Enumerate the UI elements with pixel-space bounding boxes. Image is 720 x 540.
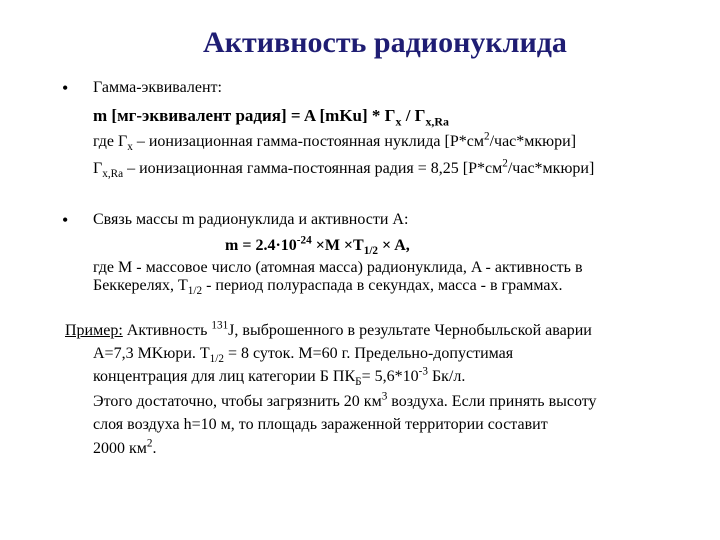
- mass-activity-explanation-2: Беккерелях, $T_{1/2}$ - период полураспада в секундах, масса - в граммах.: [93, 277, 563, 298]
- gamma-equivalent-heading: Гамма-эквивалент:: [93, 79, 222, 96]
- mass-activity-explanation-1: где M - массовое число (атомная масса) радионуклида, A - активность в: [93, 259, 583, 276]
- gamma-equivalent-formula: m [мг-эквивалент радия] = A $[mKu] * Г_x / Г_{x,Ra}$: [93, 106, 449, 129]
- example-line-4: Этого достаточно, чтобы загрязнить 20 $км^3$ воздуха. Если принять высоту: [93, 390, 597, 410]
- definition-gamma-radium: $Г_{x,Ra}$ – ионизационная гамма-постоянная радия = 8,25 $[Р*см^2/час*мкюри]$: [93, 157, 595, 181]
- mass-activity-heading: Связь массы m радионуклида и активности A:: [93, 211, 409, 228]
- slide-title: Активность радионуклида: [203, 26, 567, 59]
- mass-activity-formula: $m = 2.4\cdot 10^{-24} \times M \times T_{1/2} \times A$,: [225, 234, 410, 258]
- definition-gamma-nuclide: где $Г_x$ – ионизационная гамма-постоянная нуклида $[Р*см^2/час*мкюри]$: [93, 130, 577, 154]
- example-line-1: Пример: Активность $^{131}$J, выброшенного в результате Чернобыльской аварии: [65, 319, 592, 339]
- example-line-5: слоя воздуха h=10 м, то площадь зараженной территории составит: [93, 416, 548, 433]
- example-line-6: 2000 $км^2$.: [93, 437, 157, 457]
- example-line-3: концентрация для лиц категории Б $ПК_Б= 5,6*10^{-3}$ Бк/л.: [93, 365, 466, 389]
- example-line-2: A=7,3 MKюри. $T_{1/2} = 8$ суток. M=60 г. Предельно-допустимая: [93, 345, 514, 366]
- bullet-2: •: [62, 210, 69, 230]
- bullet-1: •: [62, 78, 69, 98]
- example-label: Пример:: [65, 322, 123, 339]
